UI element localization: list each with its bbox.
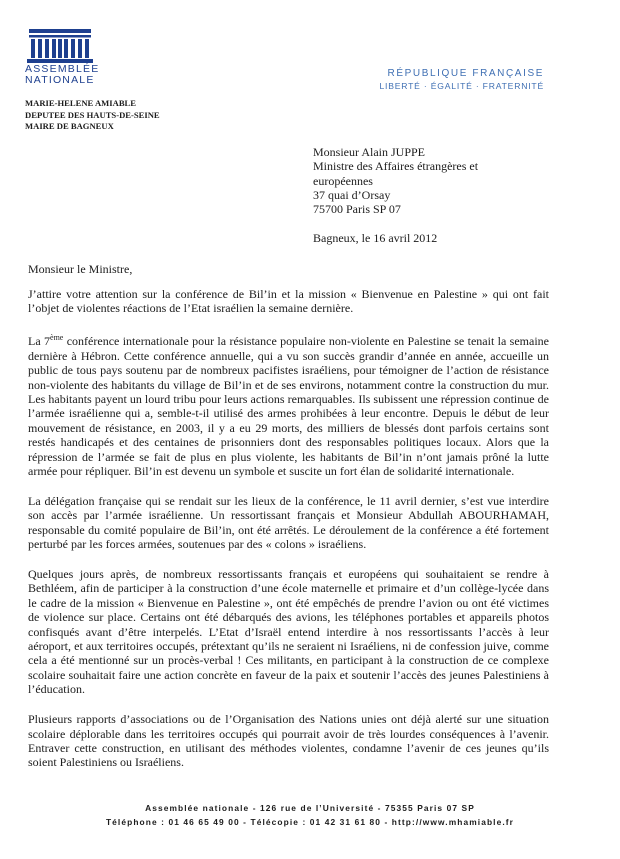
recipient-line: Ministre des Affaires étrangères et [313,159,479,174]
p2-superscript: ème [50,333,64,343]
sender-role: DEPUTEE DES HAUTS-DE-SEINE [25,109,160,120]
letter-body [28,287,549,785]
recipient-line: européennes [313,173,373,188]
footer-address: Assemblée nationale - 126 rue de l’Université - 75355 Paris 07 SP [145,803,475,813]
body-paragraph: J’attire votre attention sur la conférence de Bil’in et la mission « Bienvenue en Palestine » qui ont fait l’objet de violentes réactions de l’Etat israélien la semaine dernière. [28,287,549,316]
salutation: Monsieur le Ministre, [28,262,133,276]
recipient-address [313,145,478,216]
p2-rest: conférence internationale pour la résistance populaire non-violente en Palestine se tenait la semaine dernière à Hébron. Cette conférence annuelle, qui a vu son succès grandir d’année en année, accueille un public de tous pays soutenu par de nombreux pacifistes israéliens, pour témoigner de l’action de résistance non-violente des habitants du village de Bil’in et de ses environs, notamment contre la construction du mur. Les habitants payent un lourd tribu pour leurs actions remarquables. Ils subissent une répression continue de l’armée israélienne qui a, semble-t-il utilisé des armes prohibées à leur encontre. Depuis le début de leur mouvement de résistance, en 2003, il y a eu 29 morts, des milliers de blessés dont parfois certains sont restés handicapés et des centaines de prisonniers dont des responsables politiques locaux. Alors que la répression de l’armée se fait de plus en plus violente, les habitants de Bil’in n’ont jamais prôné la lutte armée pour répliquer. Bil’in est devenu un symbole et suscite un fort élan de solidarité internationale. [28,334,549,478]
republic-heading [379,67,544,92]
logo-line-2: NATIONALE [25,74,95,86]
footer-contact: Téléphone : 01 46 65 49 00 - Télécopie : 01 42 31 61 80 - http://www.mhamiable.fr [105,816,515,827]
sender-block [25,98,160,133]
body-paragraph: La délégation française qui se rendait sur les lieux de la conférence, le 11 avril dernier, s’est vue interdire son accès par l’armée israélienne. Un ressortissant français et Monsieur Abdullah ABOURHAMAH, responsable du comité populaire de Bil’in, ont été arrêtés. Le déroulement de la conférence a été fortement perturbé par les forces armées, soutenues par des « colons » israéliens. [28,493,549,552]
recipient-line: Monsieur Alain JUPPE [313,145,426,159]
letter-date: Bagneux, le 16 avril 2012 [313,231,438,245]
republic-title: RÉPUBLIQUE FRANÇAISE [387,68,544,79]
logo-wordmark [25,64,99,86]
assemblee-nationale-logo [27,28,93,64]
republic-motto: LIBERTÉ · ÉGALITÉ · FRATERNITÉ [379,81,544,91]
p2-start: La 7 [28,334,51,349]
footer [0,802,620,829]
sender-name: MARIE-HELENE AMIABLE [25,98,137,108]
sender-mayor: MAIRE DE BAGNEUX [25,121,114,131]
body-paragraph: Plusieurs rapports d’associations ou de l’Organisation des Nations unies ont déjà alerté sur une situation scolaire déplorable dans les territoires occupés qui pourrait avoir de très lourdes conséquences à l’avenir. Entraver cette construction, en utilisant des méthodes violentes, condamne l’avenir de ces jeunes qu’ils soient Palestiniens ou Israéliens. [28,712,549,770]
logo-line-1: ASSEMBLÉE [25,63,100,75]
body-paragraph: Quelques jours après, de nombreux ressortissants français et européens qui souhaitaient se rendre à Bethléem, afin de participer à la construction d’une école maternelle et primaire et d’un collège-lycée dans le cadre de la mission « Bienvenue en Palestine », ont été empêchés de prendre l’avion ou ont été victimes de violence sur place. Certains ont été débarqués des avions, les téléphones portables et appareils photos confisqués avant d’être interpelés. L’Etat d’Israël entend interdire à nos ressortissants l’accès à leur aéroport, et aux territoires occupés, prétextant qu’ils ne seraient ni Israéliens, ni de confession juive, comme cela a été mentionné sur un procès-verbal ! Ces militants, en participant à la construction de ce complexe scolaire souhaitait faire une action concrète en faveur de la paix et soutenir l’accès des jeunes Palestiniens à l’éducation. [28,567,549,697]
recipient-line: 37 quai d’Orsay [313,187,391,202]
recipient-line: 75700 Paris SP 07 [313,202,401,217]
body-paragraph [28,331,549,478]
